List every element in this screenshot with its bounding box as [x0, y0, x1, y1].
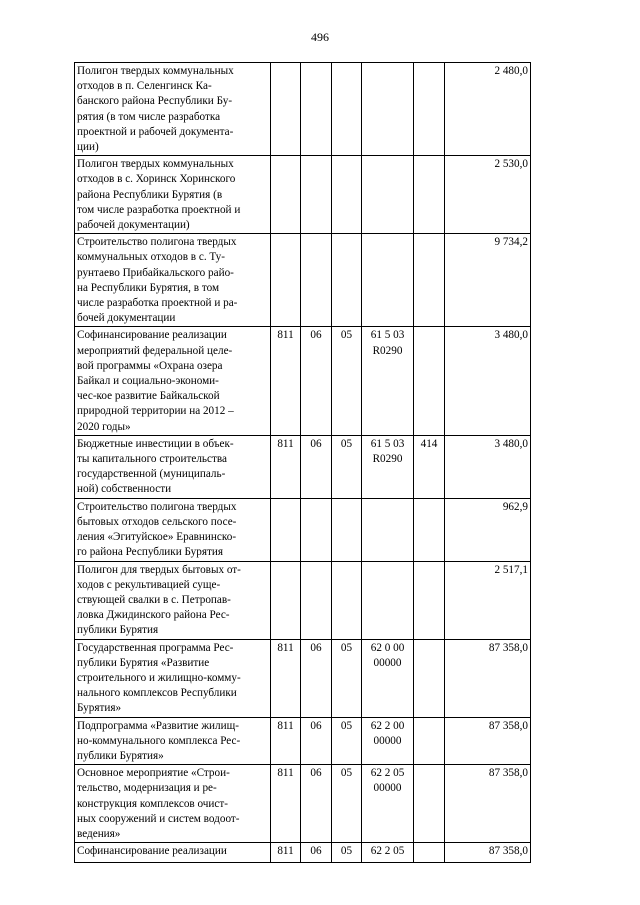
item-name-cell: Основное мероприятие «Строи- тельство, модернизация и ре- конструкция комплексов очист- ных сооружений и систем водоот- ведения» [75, 765, 271, 843]
amount-cell: 2 530,0 [445, 156, 531, 234]
table-row [75, 765, 531, 843]
amount-cell: 87 358,0 [445, 639, 531, 717]
expense-type-cell [414, 765, 445, 843]
amount-cell: 87 358,0 [445, 843, 531, 863]
expense-type-cell [414, 63, 445, 156]
target-article-cell [362, 561, 414, 639]
section-code-cell: 06 [301, 639, 332, 717]
target-article-cell [362, 498, 414, 561]
expense-type-cell [414, 156, 445, 234]
target-article-cell: 62 2 00 00000 [362, 717, 414, 765]
table-row [75, 435, 531, 498]
amount-cell: 3 480,0 [445, 435, 531, 498]
page-number: 496 [311, 30, 329, 44]
ministry-code-cell [271, 156, 301, 234]
table-row [75, 561, 531, 639]
target-article-cell: 62 0 00 00000 [362, 639, 414, 717]
target-article-cell: 61 5 03 R0290 [362, 435, 414, 498]
section-code-cell [301, 234, 332, 327]
expense-type-cell: 414 [414, 435, 445, 498]
item-name-cell: Строительство полигона твердых коммунальных отходов в с. Ту- рунтаево Прибайкальского райо- на Республики Бурятия, в том числе разработка проектной и ра- бочей документации [75, 234, 271, 327]
expense-type-cell [414, 498, 445, 561]
section-code-cell: 06 [301, 435, 332, 498]
ministry-code-cell [271, 63, 301, 156]
expense-type-cell [414, 561, 445, 639]
section-code-cell: 06 [301, 717, 332, 765]
item-name-cell: Строительство полигона твердых бытовых отходов сельского посе- ления «Эгитуйское» Еравнинско- го района Республики Бурятия [75, 498, 271, 561]
section-code-cell [301, 498, 332, 561]
ministry-code-cell: 811 [271, 843, 301, 863]
table-row [75, 156, 531, 234]
target-article-cell [362, 63, 414, 156]
subsection-code-cell: 05 [332, 639, 362, 717]
ministry-code-cell [271, 234, 301, 327]
item-name-cell: Государственная программа Рес- публики Бурятия «Развитие строительного и жилищно-комму- нального комплексов Республики Бурятия» [75, 639, 271, 717]
table-row [75, 639, 531, 717]
amount-cell: 9 734,2 [445, 234, 531, 327]
ministry-code-cell: 811 [271, 717, 301, 765]
ministry-code-cell: 811 [271, 327, 301, 435]
target-article-cell: 62 2 05 [362, 843, 414, 863]
table-row [75, 327, 531, 435]
section-code-cell: 06 [301, 843, 332, 863]
amount-cell: 3 480,0 [445, 327, 531, 435]
subsection-code-cell [332, 234, 362, 327]
ministry-code-cell: 811 [271, 639, 301, 717]
ministry-code-cell: 811 [271, 765, 301, 843]
table-row [75, 717, 531, 765]
item-name-cell: Софинансирование реализации мероприятий федеральной целе- вой программы «Охрана озера Байкал и социально-экономи- чес-кое развитие Байкальской природной территории на 2012 – 2020 годы» [75, 327, 271, 435]
amount-cell: 2 480,0 [445, 63, 531, 156]
expense-type-cell [414, 327, 445, 435]
subsection-code-cell [332, 498, 362, 561]
section-code-cell: 06 [301, 765, 332, 843]
amount-cell: 87 358,0 [445, 717, 531, 765]
section-code-cell: 06 [301, 327, 332, 435]
expense-type-cell [414, 639, 445, 717]
subsection-code-cell: 05 [332, 843, 362, 863]
target-article-cell [362, 234, 414, 327]
amount-cell: 962,9 [445, 498, 531, 561]
section-code-cell [301, 561, 332, 639]
item-name-cell: Подпрограмма «Развитие жилищ- но-коммунального комплекса Рес- публики Бурятия» [75, 717, 271, 765]
target-article-cell: 61 5 03 R0290 [362, 327, 414, 435]
target-article-cell [362, 156, 414, 234]
ministry-code-cell: 811 [271, 435, 301, 498]
budget-table [74, 62, 531, 863]
item-name-cell: Бюджетные инвестиции в объек- ты капитального строительства государственной (муниципаль- ной) собственности [75, 435, 271, 498]
ministry-code-cell [271, 561, 301, 639]
subsection-code-cell [332, 561, 362, 639]
target-article-cell: 62 2 05 00000 [362, 765, 414, 843]
subsection-code-cell: 05 [332, 765, 362, 843]
subsection-code-cell: 05 [332, 327, 362, 435]
item-name-cell: Софинансирование реализации [75, 843, 271, 863]
expense-type-cell [414, 717, 445, 765]
amount-cell: 2 517,1 [445, 561, 531, 639]
table-row [75, 63, 531, 156]
section-code-cell [301, 156, 332, 234]
item-name-cell: Полигон для твердых бытовых от- ходов с рекультивацией суще- ствующей свалки в с. Петропав- ловка Джидинского района Рес- публики Бурятия [75, 561, 271, 639]
subsection-code-cell [332, 63, 362, 156]
expense-type-cell [414, 234, 445, 327]
section-code-cell [301, 63, 332, 156]
expense-type-cell [414, 843, 445, 863]
table-row [75, 234, 531, 327]
budget-table-body [75, 63, 531, 863]
table-row [75, 843, 531, 863]
subsection-code-cell: 05 [332, 435, 362, 498]
item-name-cell: Полигон твердых коммунальных отходов в п. Селенгинск Ка- банского района Республики Бу- рятия (в том числе разработка проектной и рабочей документа- ции) [75, 63, 271, 156]
subsection-code-cell [332, 156, 362, 234]
amount-cell: 87 358,0 [445, 765, 531, 843]
subsection-code-cell: 05 [332, 717, 362, 765]
ministry-code-cell [271, 498, 301, 561]
item-name-cell: Полигон твердых коммунальных отходов в с. Хоринск Хоринского района Республики Бурятия (в том числе разработка проектной и рабочей документации) [75, 156, 271, 234]
table-row [75, 498, 531, 561]
